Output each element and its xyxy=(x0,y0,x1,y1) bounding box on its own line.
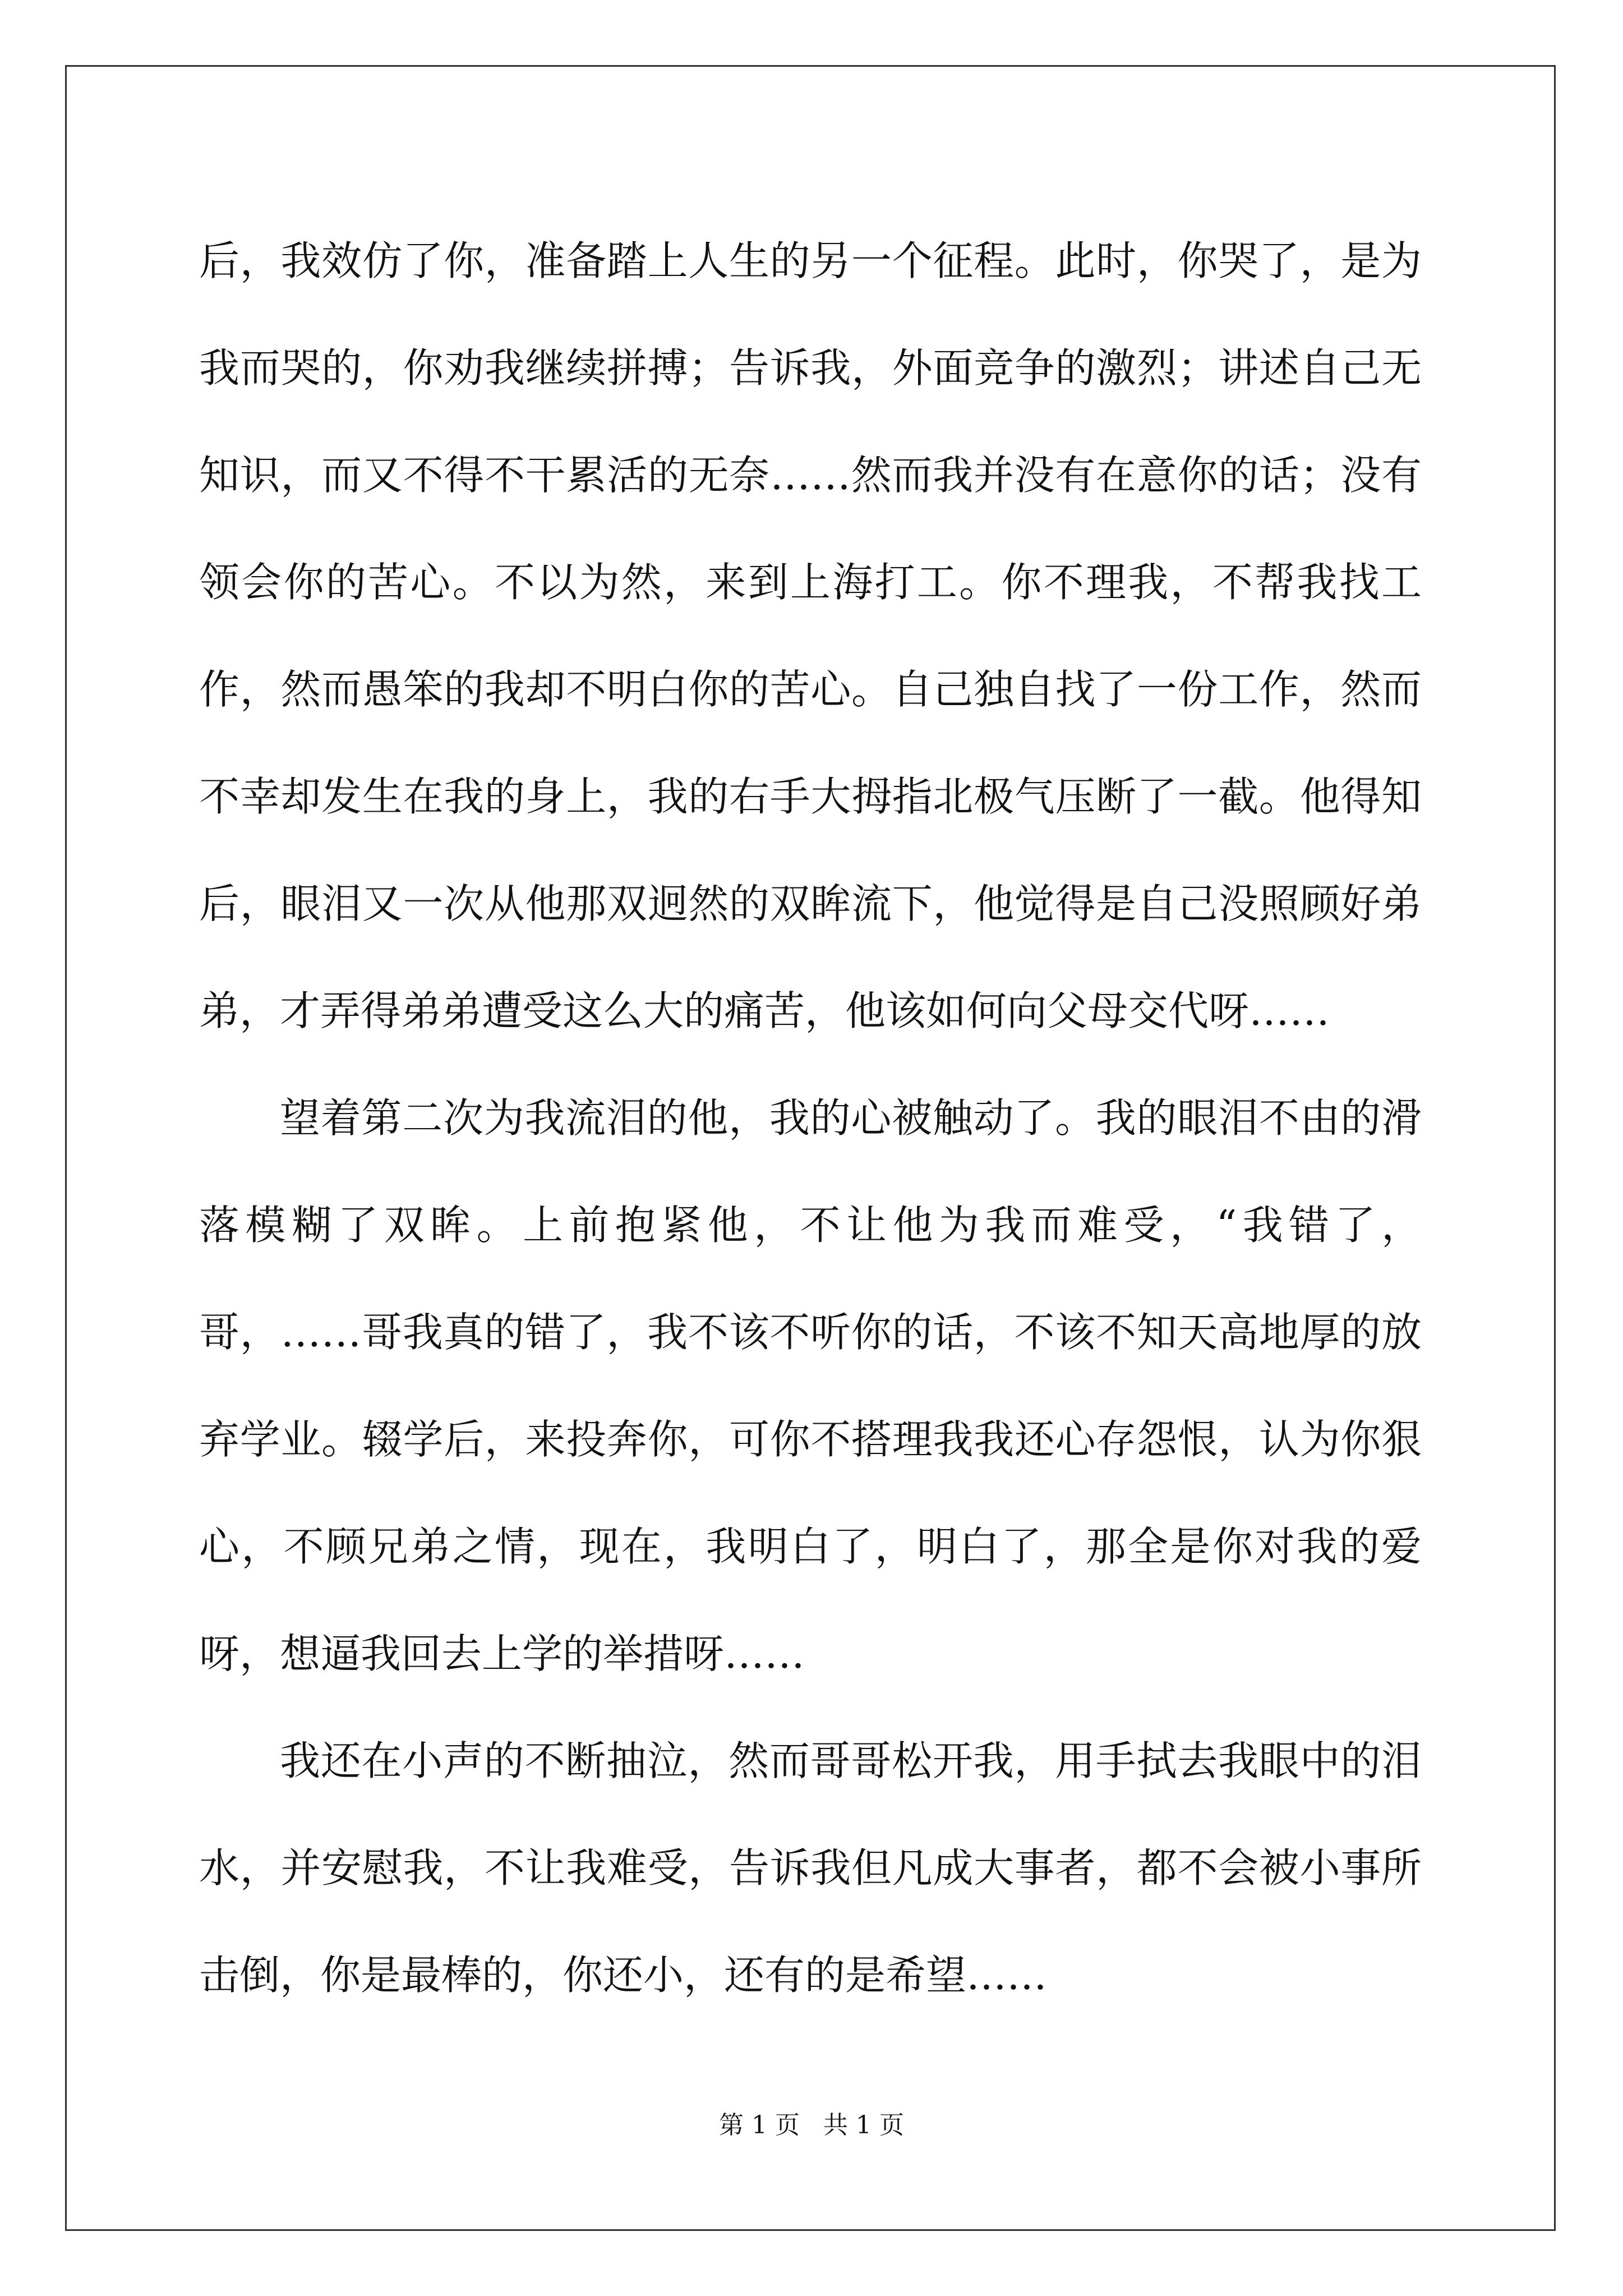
document-body xyxy=(199,208,1422,2029)
paragraph-2: 望着第二次为我流泪的他，我的心被触动了。我的眼泪不由的滑落模糊了双眸。上前抱紧他，不让他为我而难受，“我错了，哥，……哥我真的错了，我不该不听你的话，不该不知天高地厚的放弃学业。辍学后，来投奔你，可你不搭理我我还心存怨恨，认为你狠心，不顾兄弟之情，现在，我明白了，明白了，那全是你对我的爱呀，想逼我回去上学的举措呀…… xyxy=(199,1094,1422,1677)
page-total: 共 1 页 xyxy=(823,2111,904,2139)
page-number: 第 1 页 xyxy=(719,2111,800,2139)
page-footer xyxy=(0,2105,1623,2141)
paragraph-3: 我还在小声的不断抽泣，然而哥哥松开我，用手拭去我眼中的泪水，并安慰我，不让我难受，告诉我但凡成大事者，都不会被小事所击倒，你是最棒的，你还小，还有的是希望…… xyxy=(199,1737,1422,1999)
paragraph-1: 后，我效仿了你，准备踏上人生的另一个征程。此时，你哭了，是为我而哭的，你劝我继续拼搏；告诉我，外面竞争的激烈；讲述自己无知识，而又不得不干累活的无奈……然而我并没有在意你的话；没有领会你的苦心。不以为然，来到上海打工。你不理我，不帮我找工作，然而愚笨的我却不明白你的苦心。自己独自找了一份工作，然而不幸却发生在我的身上，我的右手大拇指北极气压断了一截。他得知后，眼泪又一次从他那双迥然的双眸流下，他觉得是自己没照顾好弟弟，才弄得弟弟遭受这么大的痛苦，他该如何向父母交代呀…… xyxy=(199,237,1422,1034)
